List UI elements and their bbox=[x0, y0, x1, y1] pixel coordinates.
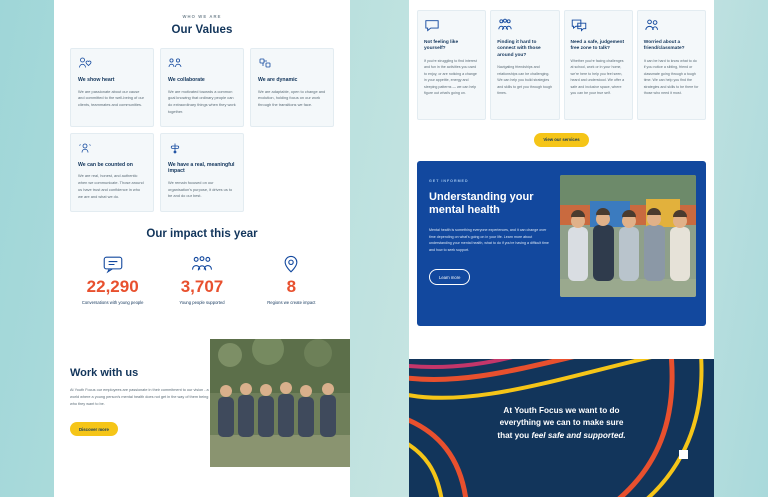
impact-number: 3,707 bbox=[180, 276, 224, 296]
value-card bbox=[70, 48, 154, 127]
impact-number: 8 bbox=[286, 276, 297, 296]
values-eyebrow: WHO WE ARE bbox=[182, 14, 222, 19]
question-card-title: Not feeling like yourself? bbox=[424, 40, 459, 52]
learn-more-button[interactable]: Learn more bbox=[429, 269, 470, 285]
value-card bbox=[160, 48, 244, 127]
map-pin-icon bbox=[249, 254, 334, 276]
question-card-body: Navigating friendships and relationships can be challenging. We can help you build strategies and skills to get you through tough times. bbox=[497, 65, 552, 96]
trust-icon bbox=[78, 142, 146, 154]
value-title: We collaborate bbox=[168, 77, 205, 83]
impact-title: Our impact this year bbox=[146, 227, 258, 240]
footer-hero bbox=[409, 359, 714, 497]
mental-health-title: Understanding your mental health bbox=[429, 190, 534, 217]
impact-stat bbox=[159, 254, 244, 307]
team-group-photo bbox=[210, 339, 350, 467]
our-values-section bbox=[54, 0, 350, 218]
services-cta-row bbox=[417, 120, 706, 157]
impact-stat bbox=[249, 254, 334, 307]
mental-health-body: Mental health is something everyone experiences, and it can change over time depending on what's going on in your life. Learn more about understanding your mental health, what to do if you're having a difficult time and how to seek support. bbox=[429, 228, 549, 252]
footer-hero-heading bbox=[409, 405, 714, 442]
connect-people-icon bbox=[497, 18, 552, 34]
work-with-us-body: At Youth Focus our employees are passionate in their commitment to our vision - a world where a young person's mental health does not get in the way of them being who they want to be. bbox=[70, 387, 209, 406]
question-card-title: Need a safe, judgement free zone to talk? bbox=[570, 40, 625, 52]
values-grid bbox=[70, 48, 334, 212]
value-body: We are adaptable, open to change and evolution, holding focus on our work through the transitions we face. bbox=[258, 88, 326, 108]
question-cards-section bbox=[409, 0, 714, 161]
value-card bbox=[250, 48, 334, 127]
heart-person-icon bbox=[78, 57, 146, 69]
dynamic-icon bbox=[258, 57, 326, 69]
value-card bbox=[70, 133, 154, 212]
impact-stat bbox=[70, 254, 155, 307]
work-with-us-section bbox=[54, 331, 350, 467]
chat-bubble-icon bbox=[70, 254, 155, 276]
footer-hero-line1: At Youth Focus we want to do bbox=[503, 406, 620, 415]
right-page-column bbox=[409, 0, 714, 497]
discover-more-button[interactable]: Discover more bbox=[70, 422, 118, 436]
question-card-body: It can be hard to know what to do if you notice a sibling, friend or classmate going through a tough time. We can help you find the strategies and skills to be there for those who need it most. bbox=[643, 58, 699, 96]
footer-hero-line2: everything we can to make sure bbox=[499, 418, 624, 428]
question-card[interactable] bbox=[564, 10, 633, 120]
question-card[interactable] bbox=[637, 10, 706, 120]
values-title: Our Values bbox=[171, 24, 233, 36]
decorative-square bbox=[679, 450, 688, 459]
impact-icon bbox=[168, 142, 236, 154]
work-with-us-text bbox=[70, 367, 210, 437]
mental-health-photo bbox=[560, 175, 696, 297]
speech-bubble-icon bbox=[424, 18, 479, 34]
impact-section bbox=[54, 218, 350, 321]
mental-health-eyebrow: GET INFORMED bbox=[429, 178, 469, 183]
footer-hero-line3-pre: that you bbox=[497, 430, 532, 440]
people-group-icon bbox=[159, 254, 244, 276]
value-body: We are passionate about our cause and committed to the well-being of our clients, teammates and communities. bbox=[78, 88, 144, 108]
impact-label: Regions we create impact bbox=[267, 300, 316, 306]
footer-hero-line3-emphasis: feel safe and supported. bbox=[531, 430, 626, 440]
question-cards-grid bbox=[417, 10, 706, 120]
value-title: We are dynamic bbox=[258, 77, 298, 83]
values-grid-spacer bbox=[250, 133, 334, 212]
value-body: We are real, honest, and authentic when we communicate. Those around us have trust and confidence in who we are and what we do. bbox=[78, 173, 144, 199]
question-card-body: If you're struggling to find interest and fun in the activities you used to enjoy, or are noticing a change in your appetite, energy and sleeping patterns — we can help figure out what's going on. bbox=[424, 58, 477, 96]
left-page-column bbox=[54, 0, 350, 497]
impact-number: 22,290 bbox=[86, 276, 139, 296]
question-card[interactable] bbox=[490, 10, 559, 120]
question-card-body: Whether you're facing challenges at school, work or in your home, we're here to help you feel seen, heard and understood. We offer a safe and inclusive space, where you can be your true self. bbox=[570, 58, 625, 96]
friends-icon bbox=[644, 18, 699, 34]
value-title: We show heart bbox=[78, 77, 115, 83]
impact-label: Conversations with young people bbox=[81, 300, 144, 306]
work-with-us-title: Work with us bbox=[70, 366, 139, 379]
impact-grid bbox=[70, 254, 334, 307]
value-title: We can be counted on bbox=[78, 161, 133, 168]
value-body: We remain focused on our organisation's purpose, it drives us to be and do our best. bbox=[168, 179, 233, 199]
value-body: We are motivated towards a common goal knowing that ordinary people can do extraordinary things when they work together. bbox=[168, 88, 236, 114]
question-card-title: Finding it hard to connect with those around you? bbox=[497, 40, 541, 58]
impact-label: Young people supported bbox=[179, 300, 225, 306]
question-card[interactable] bbox=[417, 10, 486, 120]
question-card-title: Worried about a friend/classmate? bbox=[643, 40, 685, 52]
value-card bbox=[160, 133, 244, 212]
value-title: We have a real, meaningful impact bbox=[168, 161, 235, 175]
mental-health-text bbox=[417, 161, 562, 326]
collaborate-icon bbox=[168, 57, 236, 69]
mental-health-banner bbox=[417, 161, 706, 326]
view-our-services-button[interactable]: View our services bbox=[534, 133, 588, 147]
safe-chat-icon bbox=[571, 18, 626, 34]
